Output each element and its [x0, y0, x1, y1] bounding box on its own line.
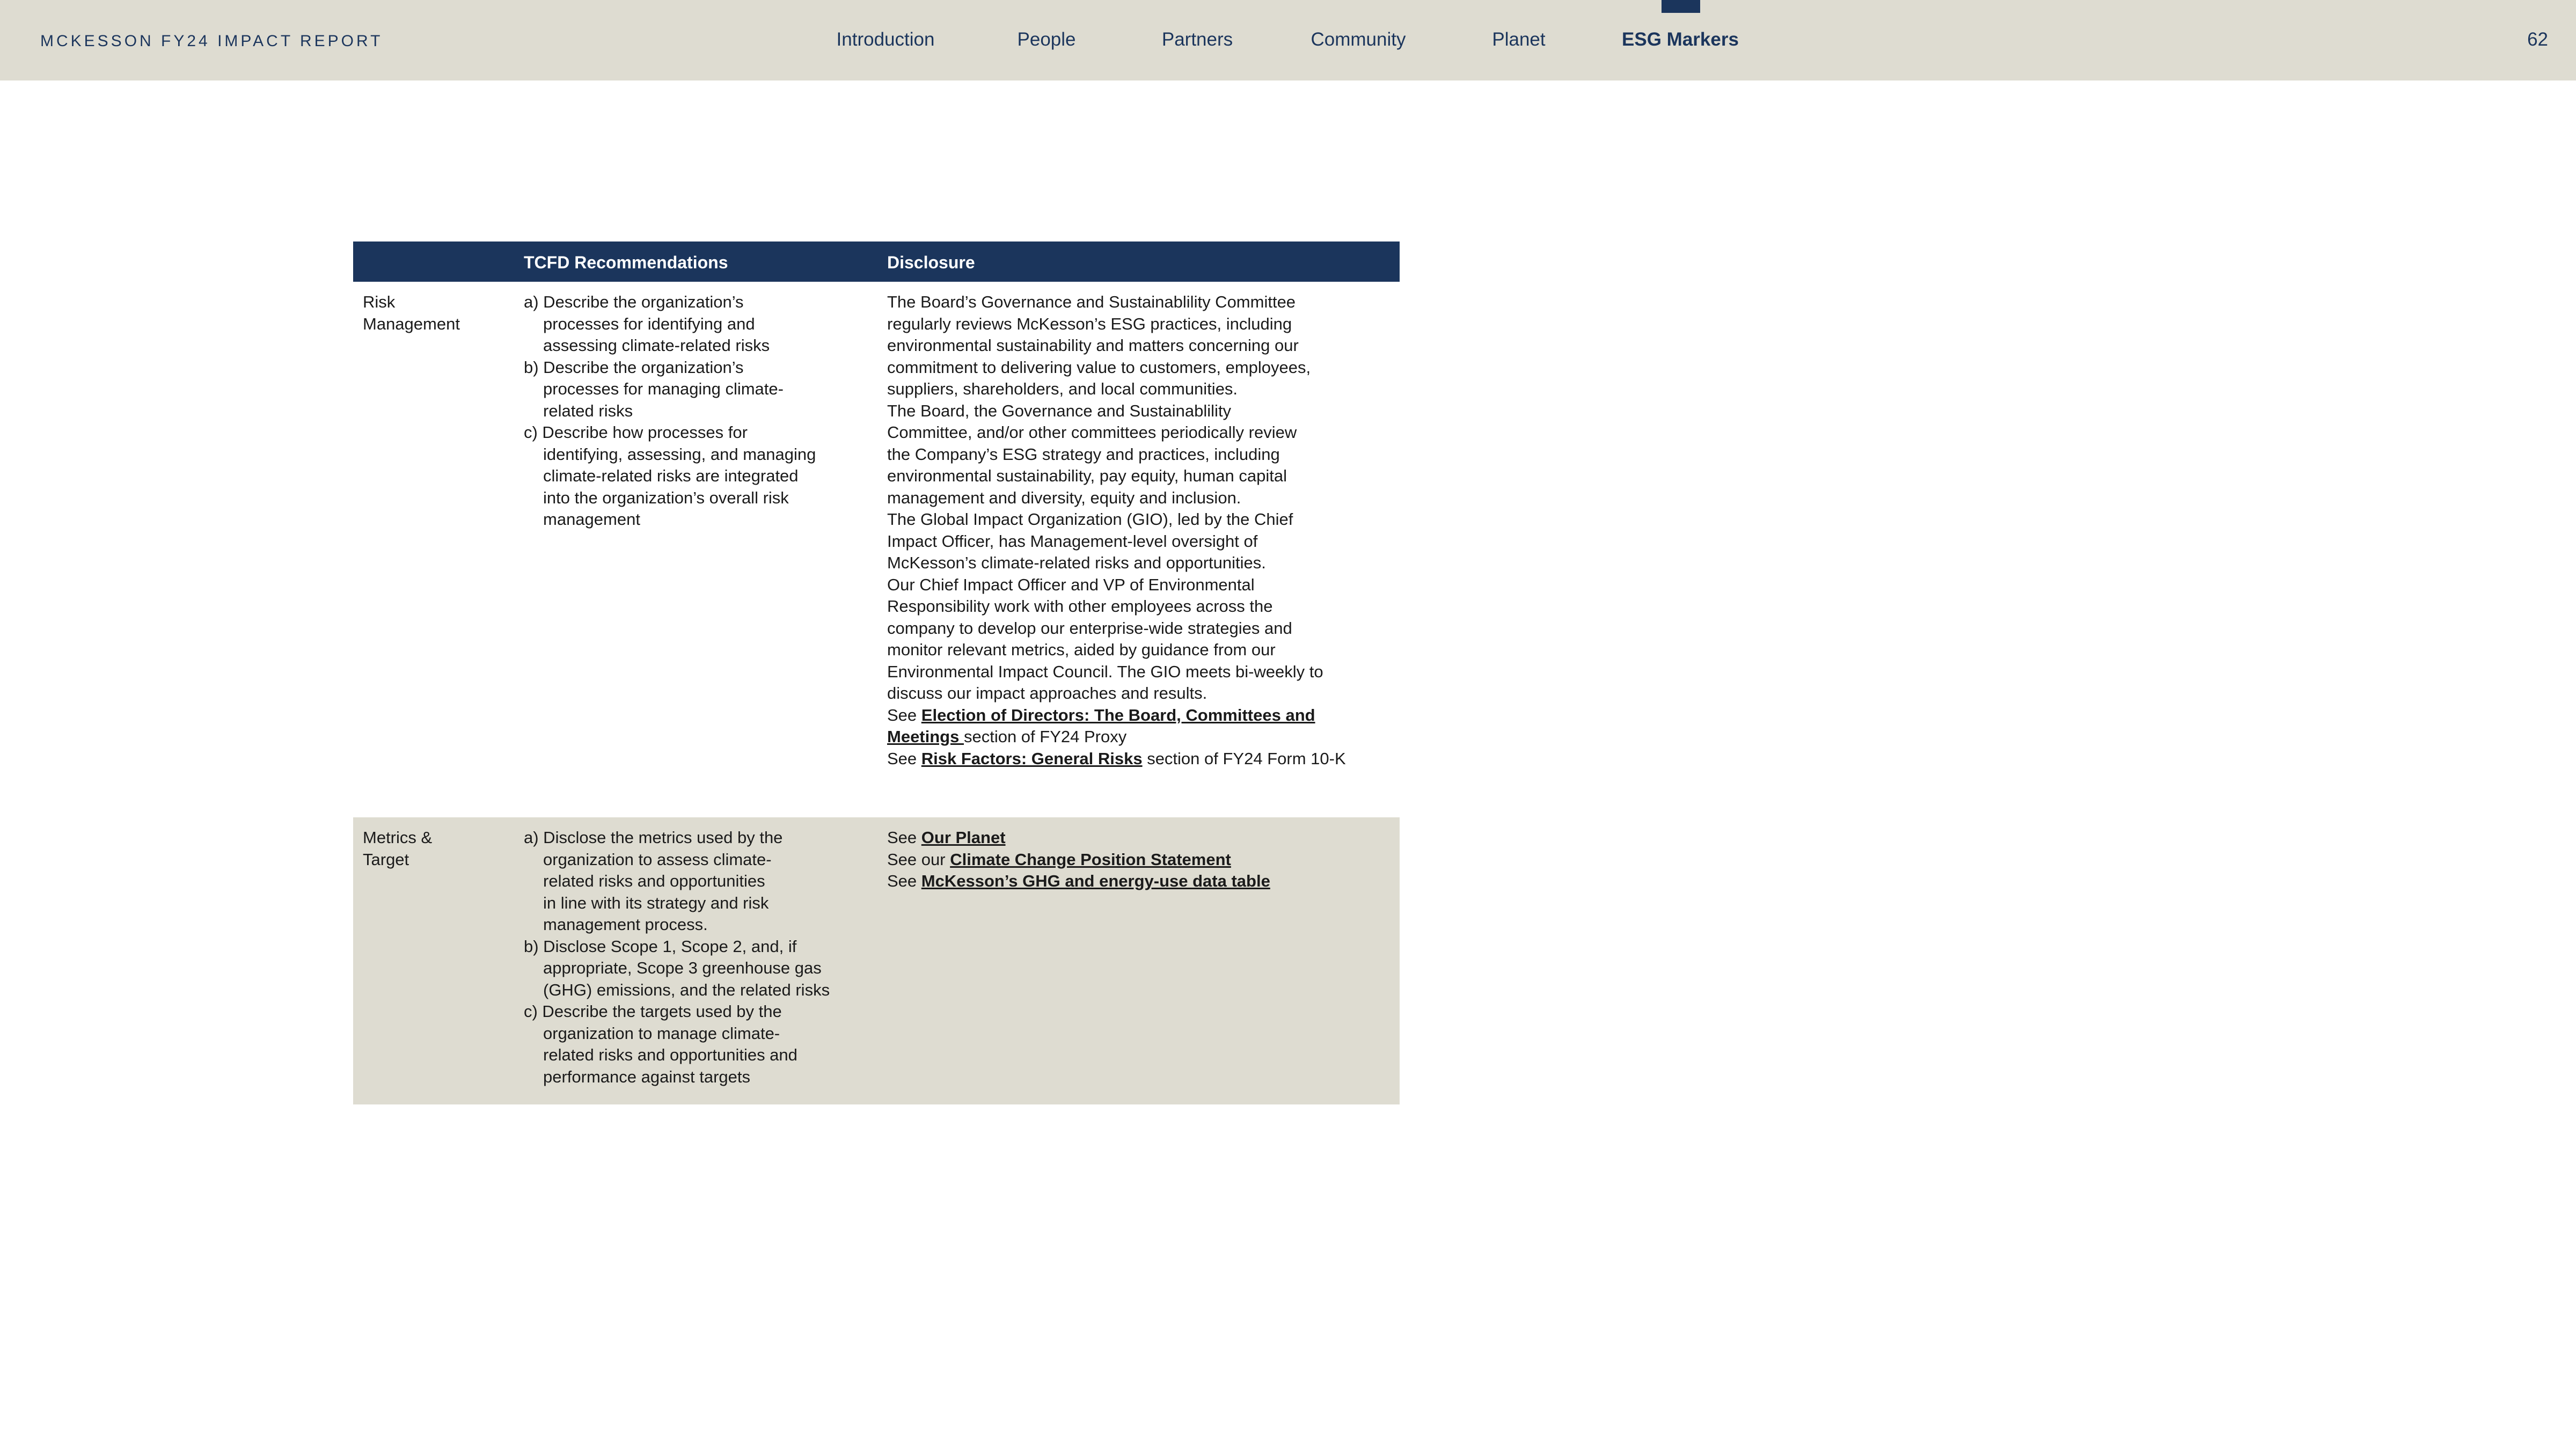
category-line: Risk	[363, 292, 396, 311]
see-text: See	[887, 828, 921, 847]
column-header-recommendations: TCFD Recommendations	[524, 253, 728, 272]
disclosure-line: The Board’s Governance and Sustainablility Committee	[887, 292, 1296, 311]
table-row-metrics-target	[353, 817, 1400, 1104]
disclosure-line: The Board, the Governance and Sustainablility	[887, 401, 1232, 420]
table-row-risk-management	[353, 282, 1400, 817]
recommendations-cell	[524, 827, 867, 1088]
recommendation-line: b) Describe the organization’s	[524, 357, 744, 377]
recommendation-line: related risks and opportunities	[543, 872, 765, 890]
disclosure-line: commitment to delivering value to customers, employees,	[887, 357, 1311, 377]
recommendation-line: (GHG) emissions, and the related risks	[543, 980, 830, 999]
recommendation-line: processes for identifying and	[543, 314, 755, 333]
disclosure-line: discuss our impact approaches and results.	[887, 684, 1208, 702]
proxy-reference-line	[887, 705, 1392, 727]
category-cell	[363, 827, 502, 870]
nav-planet[interactable]: Planet	[1492, 29, 1546, 50]
see-text: See	[887, 872, 921, 890]
recommendation-line: related risks	[543, 401, 633, 420]
disclosure-cell	[887, 291, 1392, 770]
see-our-text: See our	[887, 850, 950, 869]
recommendation-line: b) Disclose Scope 1, Scope 2, and, if	[524, 936, 797, 956]
recommendation-line: a) Disclose the metrics used by the	[524, 828, 783, 847]
recommendation-line: processes for managing climate-	[543, 379, 784, 398]
category-line: Target	[363, 850, 409, 869]
nav-people[interactable]: People	[1017, 29, 1076, 50]
disclosure-line: regularly reviews McKesson’s ESG practices, including	[887, 314, 1292, 333]
recommendation-line: organization to manage climate-	[543, 1023, 780, 1043]
see-text: See	[887, 749, 921, 768]
disclosure-line: McKesson’s climate-related risks and opportunities.	[887, 553, 1266, 572]
ghg-table-reference-line	[887, 870, 1392, 892]
nav-esg-markers[interactable]: ESG Markers	[1622, 29, 1739, 50]
climate-change-position-statement-link[interactable]: Climate Change Position Statement	[950, 850, 1231, 869]
recommendation-line: performance against targets	[543, 1067, 750, 1086]
election-of-directors-link-continued[interactable]: Meetings	[887, 727, 964, 746]
our-planet-reference-line	[887, 827, 1392, 849]
recommendation-line: climate-related risks are integrated	[543, 466, 799, 485]
recommendation-line: appropriate, Scope 3 greenhouse gas	[543, 958, 822, 977]
disclosure-line: Responsibility work with other employees across the	[887, 597, 1273, 616]
nav-partners[interactable]: Partners	[1161, 29, 1233, 50]
table-header	[353, 241, 1400, 282]
tcfd-table	[353, 241, 1400, 1104]
page-number: 62	[2527, 29, 2548, 50]
recommendation-line: c) Describe the targets used by the	[524, 1002, 782, 1021]
proxy-suffix-text: section of FY24 Proxy	[963, 727, 1127, 746]
recommendation-line: identifying, assessing, and managing	[543, 444, 816, 464]
recommendation-line: organization to assess climate-	[543, 850, 772, 869]
recommendation-line: management process.	[543, 915, 708, 934]
disclosure-cell	[887, 827, 1392, 892]
recommendation-line: a) Describe the organization’s	[524, 292, 744, 311]
form-10k-reference-line	[887, 748, 1392, 770]
category-line: Metrics &	[363, 828, 433, 847]
recommendation-line: in line with its strategy and risk	[543, 893, 769, 912]
disclosure-line: environmental sustainability, pay equity, human capital	[887, 466, 1287, 485]
report-title: MCKESSON FY24 IMPACT REPORT	[40, 32, 383, 50]
recommendation-line: into the organization’s overall risk	[543, 488, 789, 507]
disclosure-line: The Global Impact Organization (GIO), led by the Chief	[887, 510, 1293, 529]
risk-factors-link[interactable]: Risk Factors: General Risks	[921, 749, 1143, 768]
our-planet-link[interactable]: Our Planet	[921, 828, 1006, 847]
form-10k-suffix-text: section of FY24 Form 10-K	[1142, 749, 1346, 768]
active-tab-marker	[1662, 0, 1700, 13]
nav-introduction[interactable]: Introduction	[836, 29, 935, 50]
disclosure-line: suppliers, shareholders, and local communities.	[887, 379, 1238, 398]
proxy-reference-line-continued	[887, 726, 1392, 748]
disclosure-line: Environmental Impact Council. The GIO meets bi-weekly to	[887, 662, 1323, 681]
disclosure-line: monitor relevant metrics, aided by guidance from our	[887, 640, 1276, 659]
top-navigation-bar	[0, 0, 2576, 80]
recommendation-line: assessing climate-related risks	[543, 336, 770, 355]
see-text: See	[887, 705, 921, 724]
disclosure-line: Impact Officer, has Management-level oversight of	[887, 531, 1258, 551]
recommendations-cell	[524, 291, 867, 531]
recommendation-line: management	[543, 510, 640, 529]
category-line: Management	[363, 314, 460, 333]
recommendation-line: related risks and opportunities and	[543, 1045, 797, 1064]
disclosure-line: company to develop our enterprise-wide strategies and	[887, 618, 1292, 638]
ghg-energy-data-table-link[interactable]: McKesson’s GHG and energy-use data table	[921, 872, 1270, 890]
category-cell	[363, 291, 502, 335]
disclosure-line: management and diversity, equity and inclusion.	[887, 488, 1241, 507]
recommendation-line: c) Describe how processes for	[524, 423, 748, 442]
disclosure-line: Our Chief Impact Officer and VP of Environmental	[887, 575, 1255, 594]
climate-position-reference-line	[887, 849, 1392, 871]
disclosure-line: the Company’s ESG strategy and practices, including	[887, 444, 1280, 464]
disclosure-line: Committee, and/or other committees periodically review	[887, 423, 1297, 442]
disclosure-line: environmental sustainability and matters concerning our	[887, 336, 1299, 355]
nav-community[interactable]: Community	[1311, 29, 1406, 50]
column-header-disclosure: Disclosure	[887, 253, 975, 272]
election-of-directors-link[interactable]: Election of Directors: The Board, Committees and	[921, 705, 1315, 724]
